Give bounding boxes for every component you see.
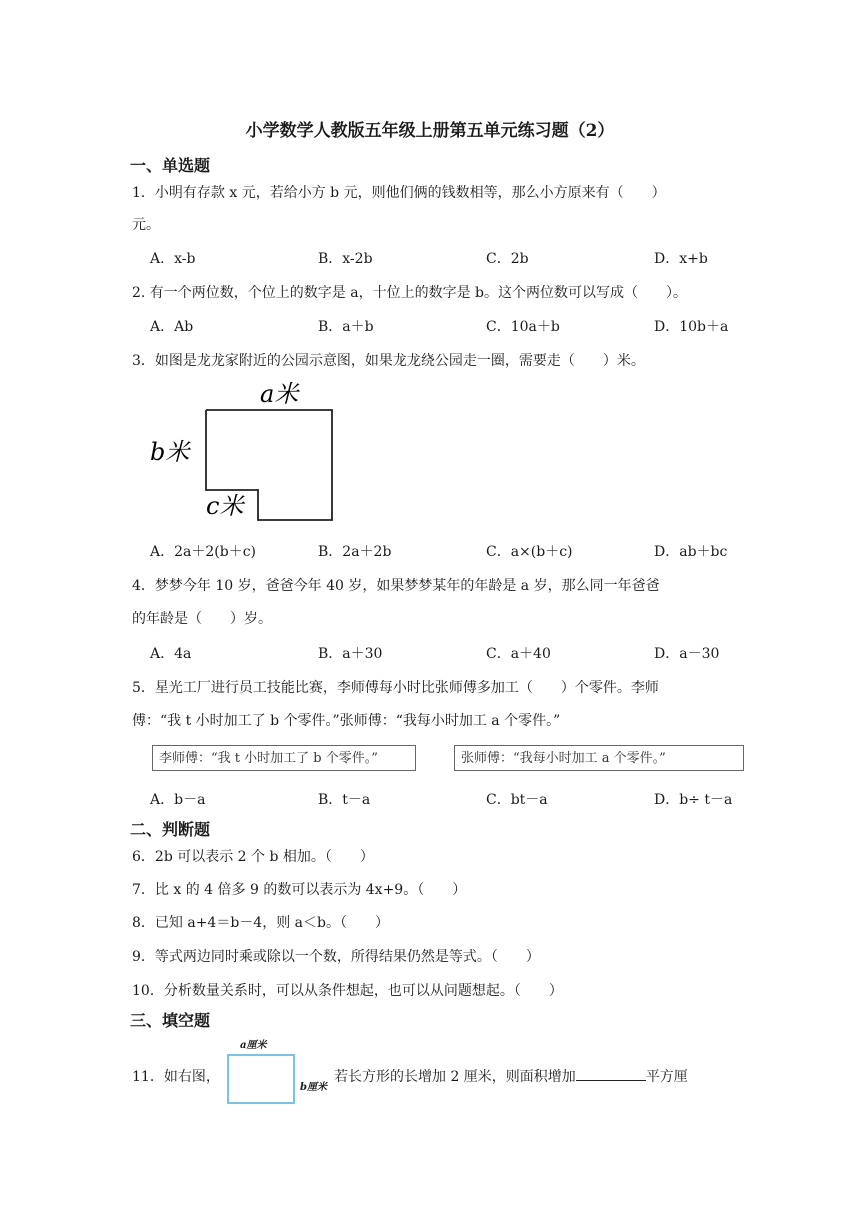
park-label-b: b米 (150, 438, 190, 466)
question-8-text: 8．已知 a+4＝b－4，则 a＜b。（ ） (132, 915, 389, 931)
question-5-option-b[interactable]: B．t－a (318, 792, 371, 808)
question-11-text (334, 1066, 688, 1086)
question-4-option-d[interactable]: D．a－30 (654, 646, 720, 662)
question-4-option-a[interactable]: A．4a (150, 646, 192, 662)
question-1-option-c[interactable]: C．2b (486, 251, 529, 267)
question-10-text: 10．分析数量关系时，可以从条件想起，也可以从问题想起。（ ） (132, 983, 563, 999)
question-1-text: 1．小明有存款 x 元，若给小方 b 元，则他们俩的钱数相等，那么小方原来有（ ） (132, 185, 666, 201)
question-2-option-a[interactable]: A．Ab (150, 319, 194, 335)
quote-box-li: 李师傅：“我 t 小时加工了 b 个零件。” (152, 745, 416, 771)
question-2-option-c[interactable]: C．10a＋b (486, 319, 560, 335)
question-5-option-a[interactable]: A．b－a (150, 792, 206, 808)
question-4-option-c[interactable]: C．a＋40 (486, 646, 551, 662)
question-3-text: 3．如图是龙龙家附近的公园示意图，如果龙龙绕公园走一圈，需要走（ ）米。 (132, 353, 645, 369)
section-heading-true-false: 二、判断题 (130, 820, 211, 839)
question-1-option-b[interactable]: B．x-2b (318, 251, 373, 267)
question-1-text-cont: 元。 (132, 217, 160, 233)
section-heading-single-choice: 一、单选题 (130, 156, 211, 175)
question-11-suffix: 平方厘 (645, 1069, 688, 1085)
park-diagram (140, 372, 360, 532)
question-1-option-a[interactable]: A．x-b (150, 251, 196, 267)
question-5-option-d[interactable]: D．b÷ t－a (654, 792, 733, 808)
question-2-text: 2. 有一个两位数，个位上的数字是 a，十位上的数字是 b。这个两位数可以写成（ ）。 (132, 285, 688, 301)
question-3-option-d[interactable]: D．ab＋bc (654, 544, 728, 560)
question-4-text-cont: 的年龄是（ ）岁。 (132, 611, 272, 627)
question-6-text: 6．2b 可以表示 2 个 b 相加。（ ） (132, 849, 374, 865)
park-label-a: a米 (260, 380, 299, 408)
question-11-prefix: 11．如右图， (132, 1069, 220, 1085)
rect-label-b: b厘米 (300, 1082, 327, 1093)
question-9-text: 9．等式两边同时乘或除以一个数，所得结果仍然是等式。（ ） (132, 949, 540, 965)
rectangle-figure (227, 1054, 295, 1104)
rect-label-a: a厘米 (240, 1040, 267, 1051)
question-4-option-b[interactable]: B．a＋30 (318, 646, 383, 662)
question-3-option-a[interactable]: A．2a＋2(b＋c) (150, 544, 256, 560)
question-7-text: 7．比 x 的 4 倍多 9 的数可以表示为 4x+9。（ ） (132, 882, 467, 898)
section-heading-fill-in: 三、填空题 (130, 1011, 211, 1030)
question-4-text: 4．梦梦今年 10 岁，爸爸今年 40 岁，如果梦梦某年的年龄是 a 岁，那么同一年爸爸 (132, 578, 660, 594)
page-title: 小学数学人教版五年级上册第五单元练习题（2） (245, 121, 615, 141)
question-2-option-b[interactable]: B．a＋b (318, 319, 374, 335)
quote-box-zhang: 张师傅：“我每小时加工 a 个零件。” (454, 745, 744, 771)
question-1-option-d[interactable]: D．x+b (654, 251, 708, 267)
question-2-option-d[interactable]: D．10b＋a (654, 319, 729, 335)
answer-blank[interactable] (576, 1066, 646, 1081)
question-3-option-c[interactable]: C．a×(b＋c) (486, 544, 573, 560)
question-5-text: 5．星光工厂进行员工技能比赛，李师傅每小时比张师傅多加工（ ）个零件。李师 (132, 680, 659, 696)
question-5-option-c[interactable]: C．bt－a (486, 792, 548, 808)
question-5-text-cont: 傅：“我 t 小时加工了 b 个零件。”张师傅：“我每小时加工 a 个零件。” (132, 713, 561, 729)
question-11-body: 若长方形的长增加 2 厘米，则面积增加 (334, 1069, 576, 1085)
park-label-c: c米 (206, 492, 244, 520)
question-3-option-b[interactable]: B．2a＋2b (318, 544, 392, 560)
